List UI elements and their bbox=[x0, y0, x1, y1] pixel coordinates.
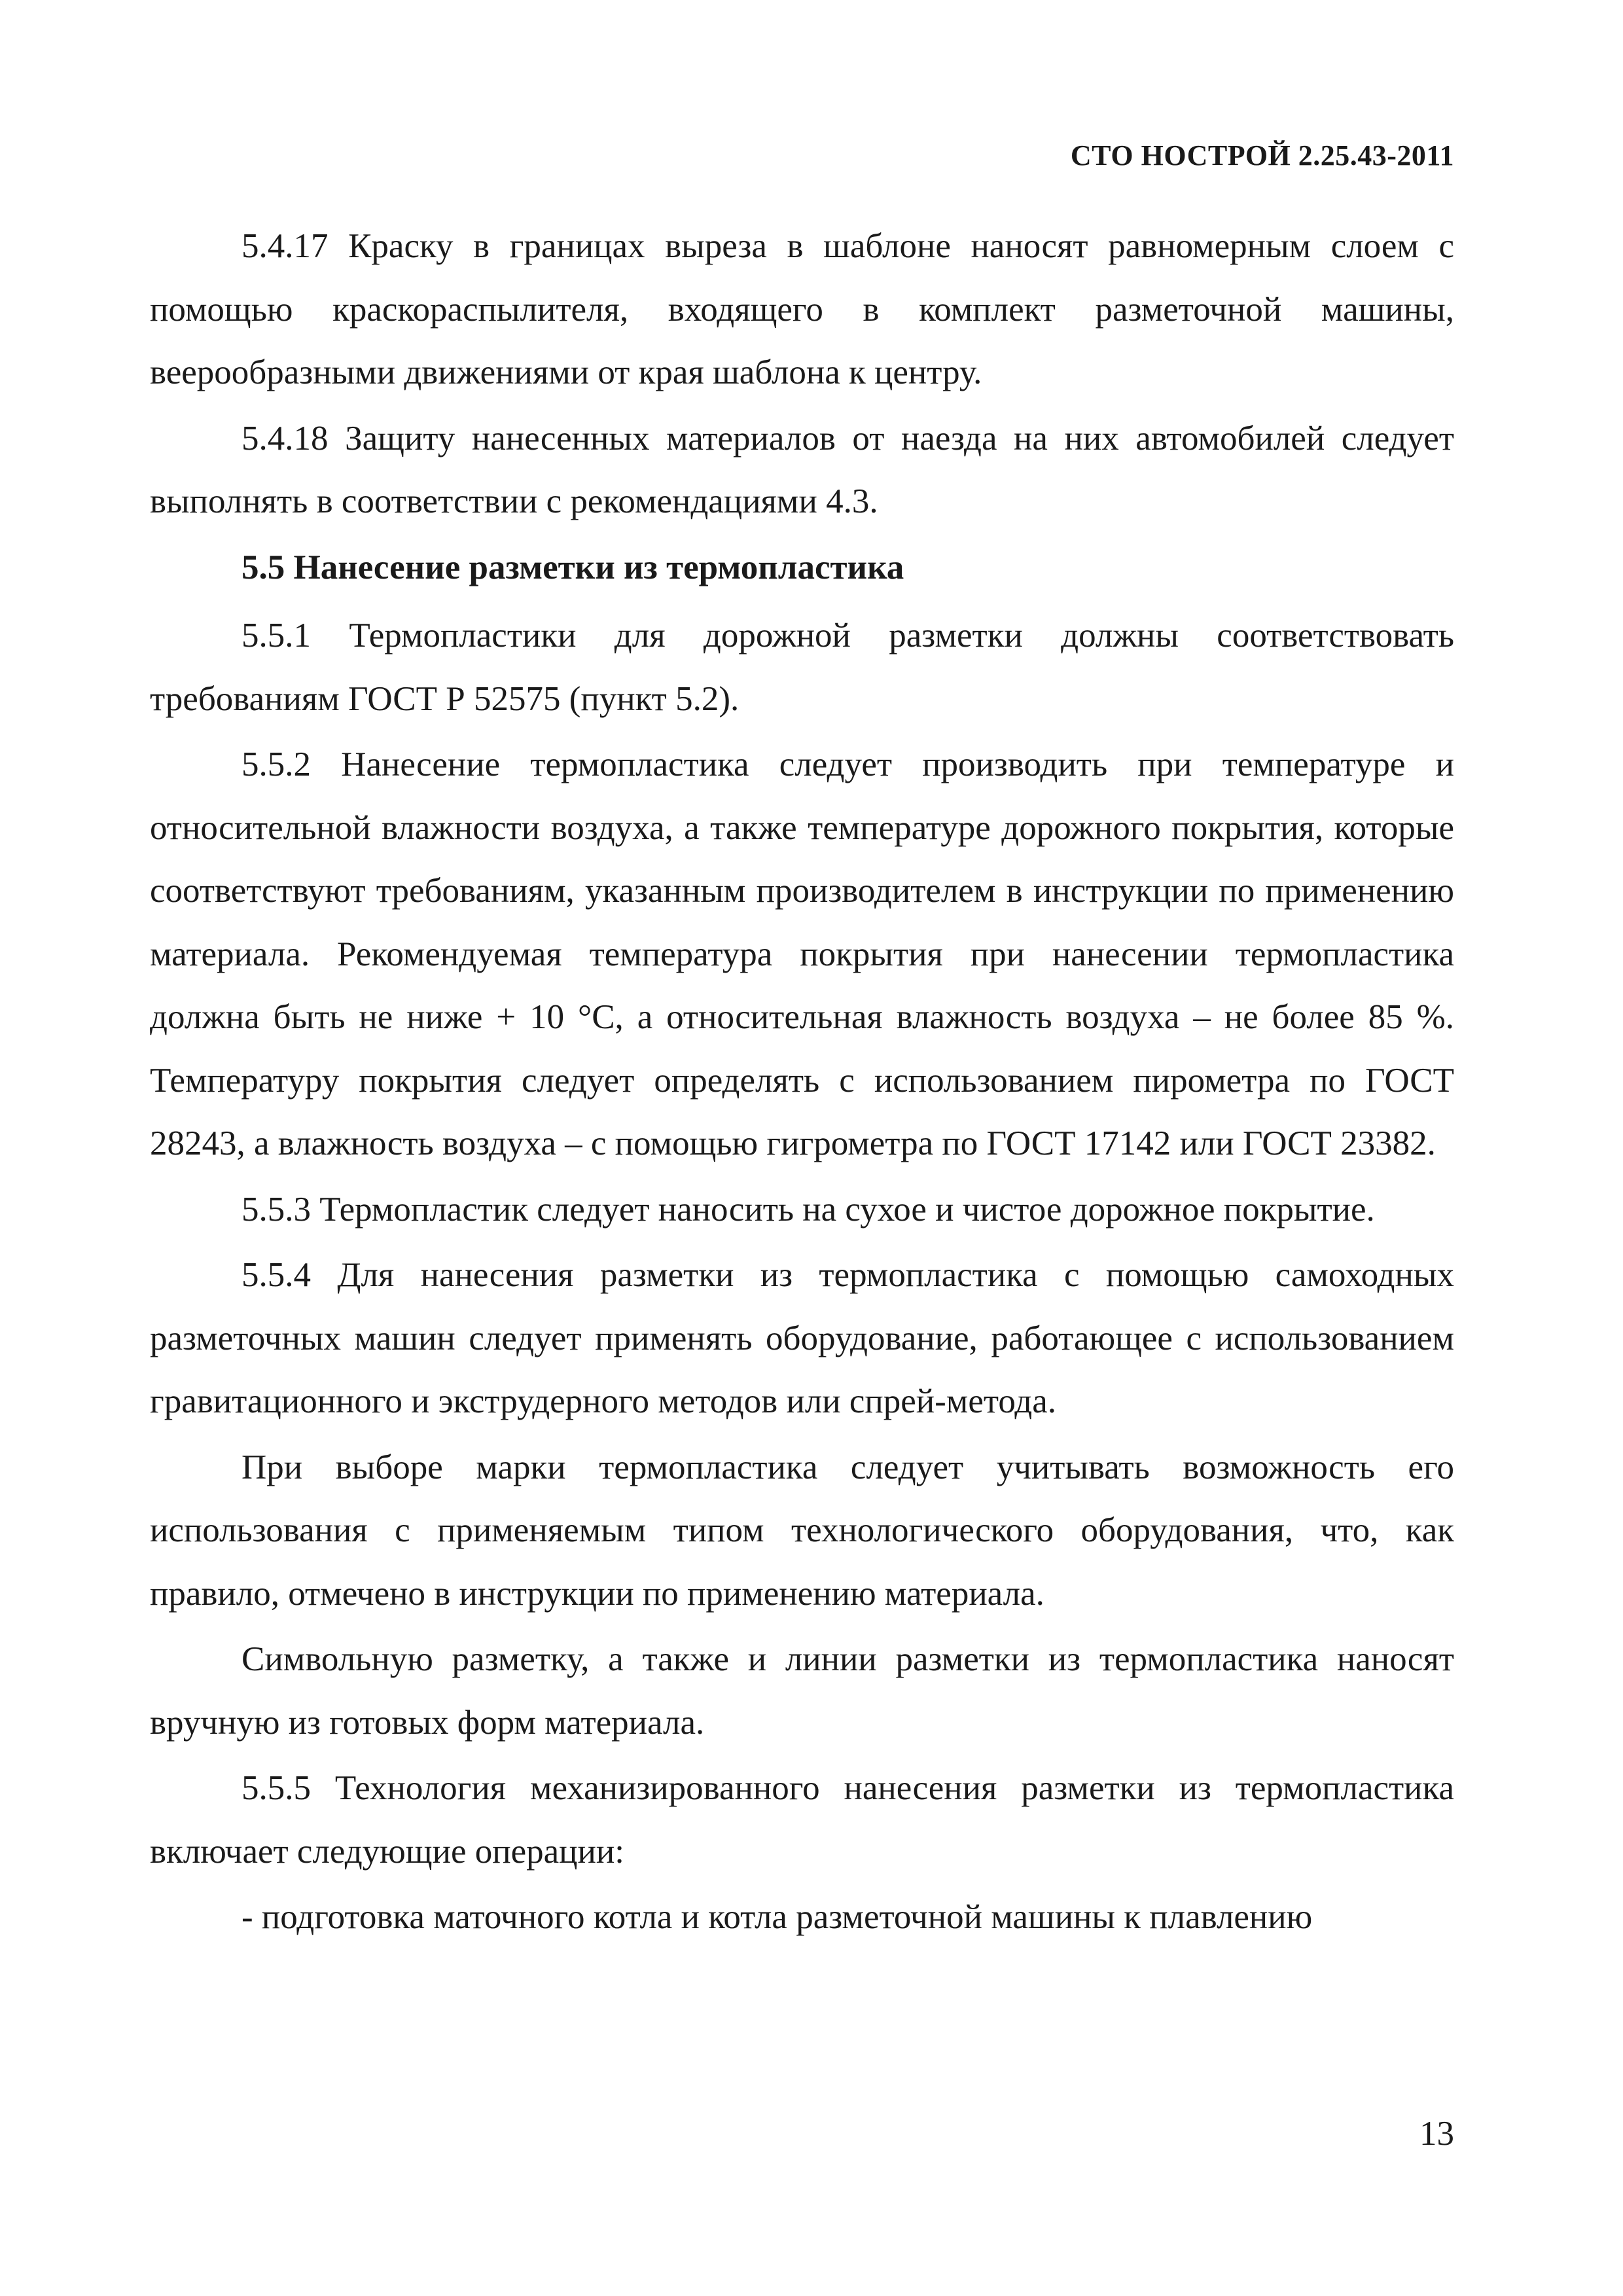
paragraph-5-5-5: 5.5.5 Технология механизированного нанесения разметки из термопластика включает следующие операции: bbox=[150, 1769, 1454, 1871]
paragraph-5-5-4: 5.5.4 Для нанесения разметки из термопластика с помощью самоходных разметочных машин следует применять оборудование, работающее с использованием гравитационного и экструдерного методов или спрей-метода. bbox=[150, 1256, 1454, 1420]
page-number: 13 bbox=[1419, 2115, 1454, 2153]
paragraph-material-choice: При выборе марки термопластика следует учитывать возможность его использования с применяемым типом технологического оборудования, что, как правило, отмечено в инструкции по применению материала. bbox=[150, 1448, 1454, 1613]
page-body bbox=[150, 215, 1454, 1952]
document-code-header: СТО НОСТРОЙ 2.25.43-2011 bbox=[1070, 139, 1454, 171]
paragraph-5-5-3: 5.5.3 Термопластик следует наносить на сухое и чистое дорожное покрытие. bbox=[241, 1190, 1375, 1229]
paragraph-symbolic-marking: Символьную разметку, а также и линии разметки из термопластика наносят вручную из готовых форм материала. bbox=[150, 1640, 1454, 1742]
paragraph-5-5-1: 5.5.1 Термопластики для дорожной разметки должны соответствовать требованиям ГОСТ Р 52575 (пункт 5.2). bbox=[150, 617, 1454, 718]
paragraph-5-4-17: 5.4.17 Краску в границах выреза в шаблоне наносят равномерным слоем с помощью краскораспылителя, входящего в комплект разметочной машины, веерообразными движениями от края шаблона к центру. bbox=[150, 227, 1454, 391]
list-item-operation-1: - подготовка маточного котла и котла разметочной машины к плавлению bbox=[241, 1898, 1313, 1936]
paragraph-5-5-2: 5.5.2 Нанесение термопластика следует производить при температуре и относительной влажности воздуха, а также температуре дорожного покрытия, которые соответствуют требованиям, указанным производителем в инструкции по применению материала. Рекомендуемая температура покрытия при нанесении термопластика должна быть не ниже + 10 °С, а относительная влажность воздуха – не более 85 %. Температуру покрытия следует определять с использованием пирометра по ГОСТ 28243, а влажность воздуха – с помощью гигрометра по ГОСТ 17142 или ГОСТ 23382. bbox=[150, 745, 1454, 1162]
paragraph-5-4-18: 5.4.18 Защиту нанесенных материалов от наезда на них автомобилей следует выполнять в соответствии с рекомендациями 4.3. bbox=[150, 419, 1454, 520]
section-heading-5-5: 5.5 Нанесение разметки из термопластика bbox=[241, 548, 904, 586]
